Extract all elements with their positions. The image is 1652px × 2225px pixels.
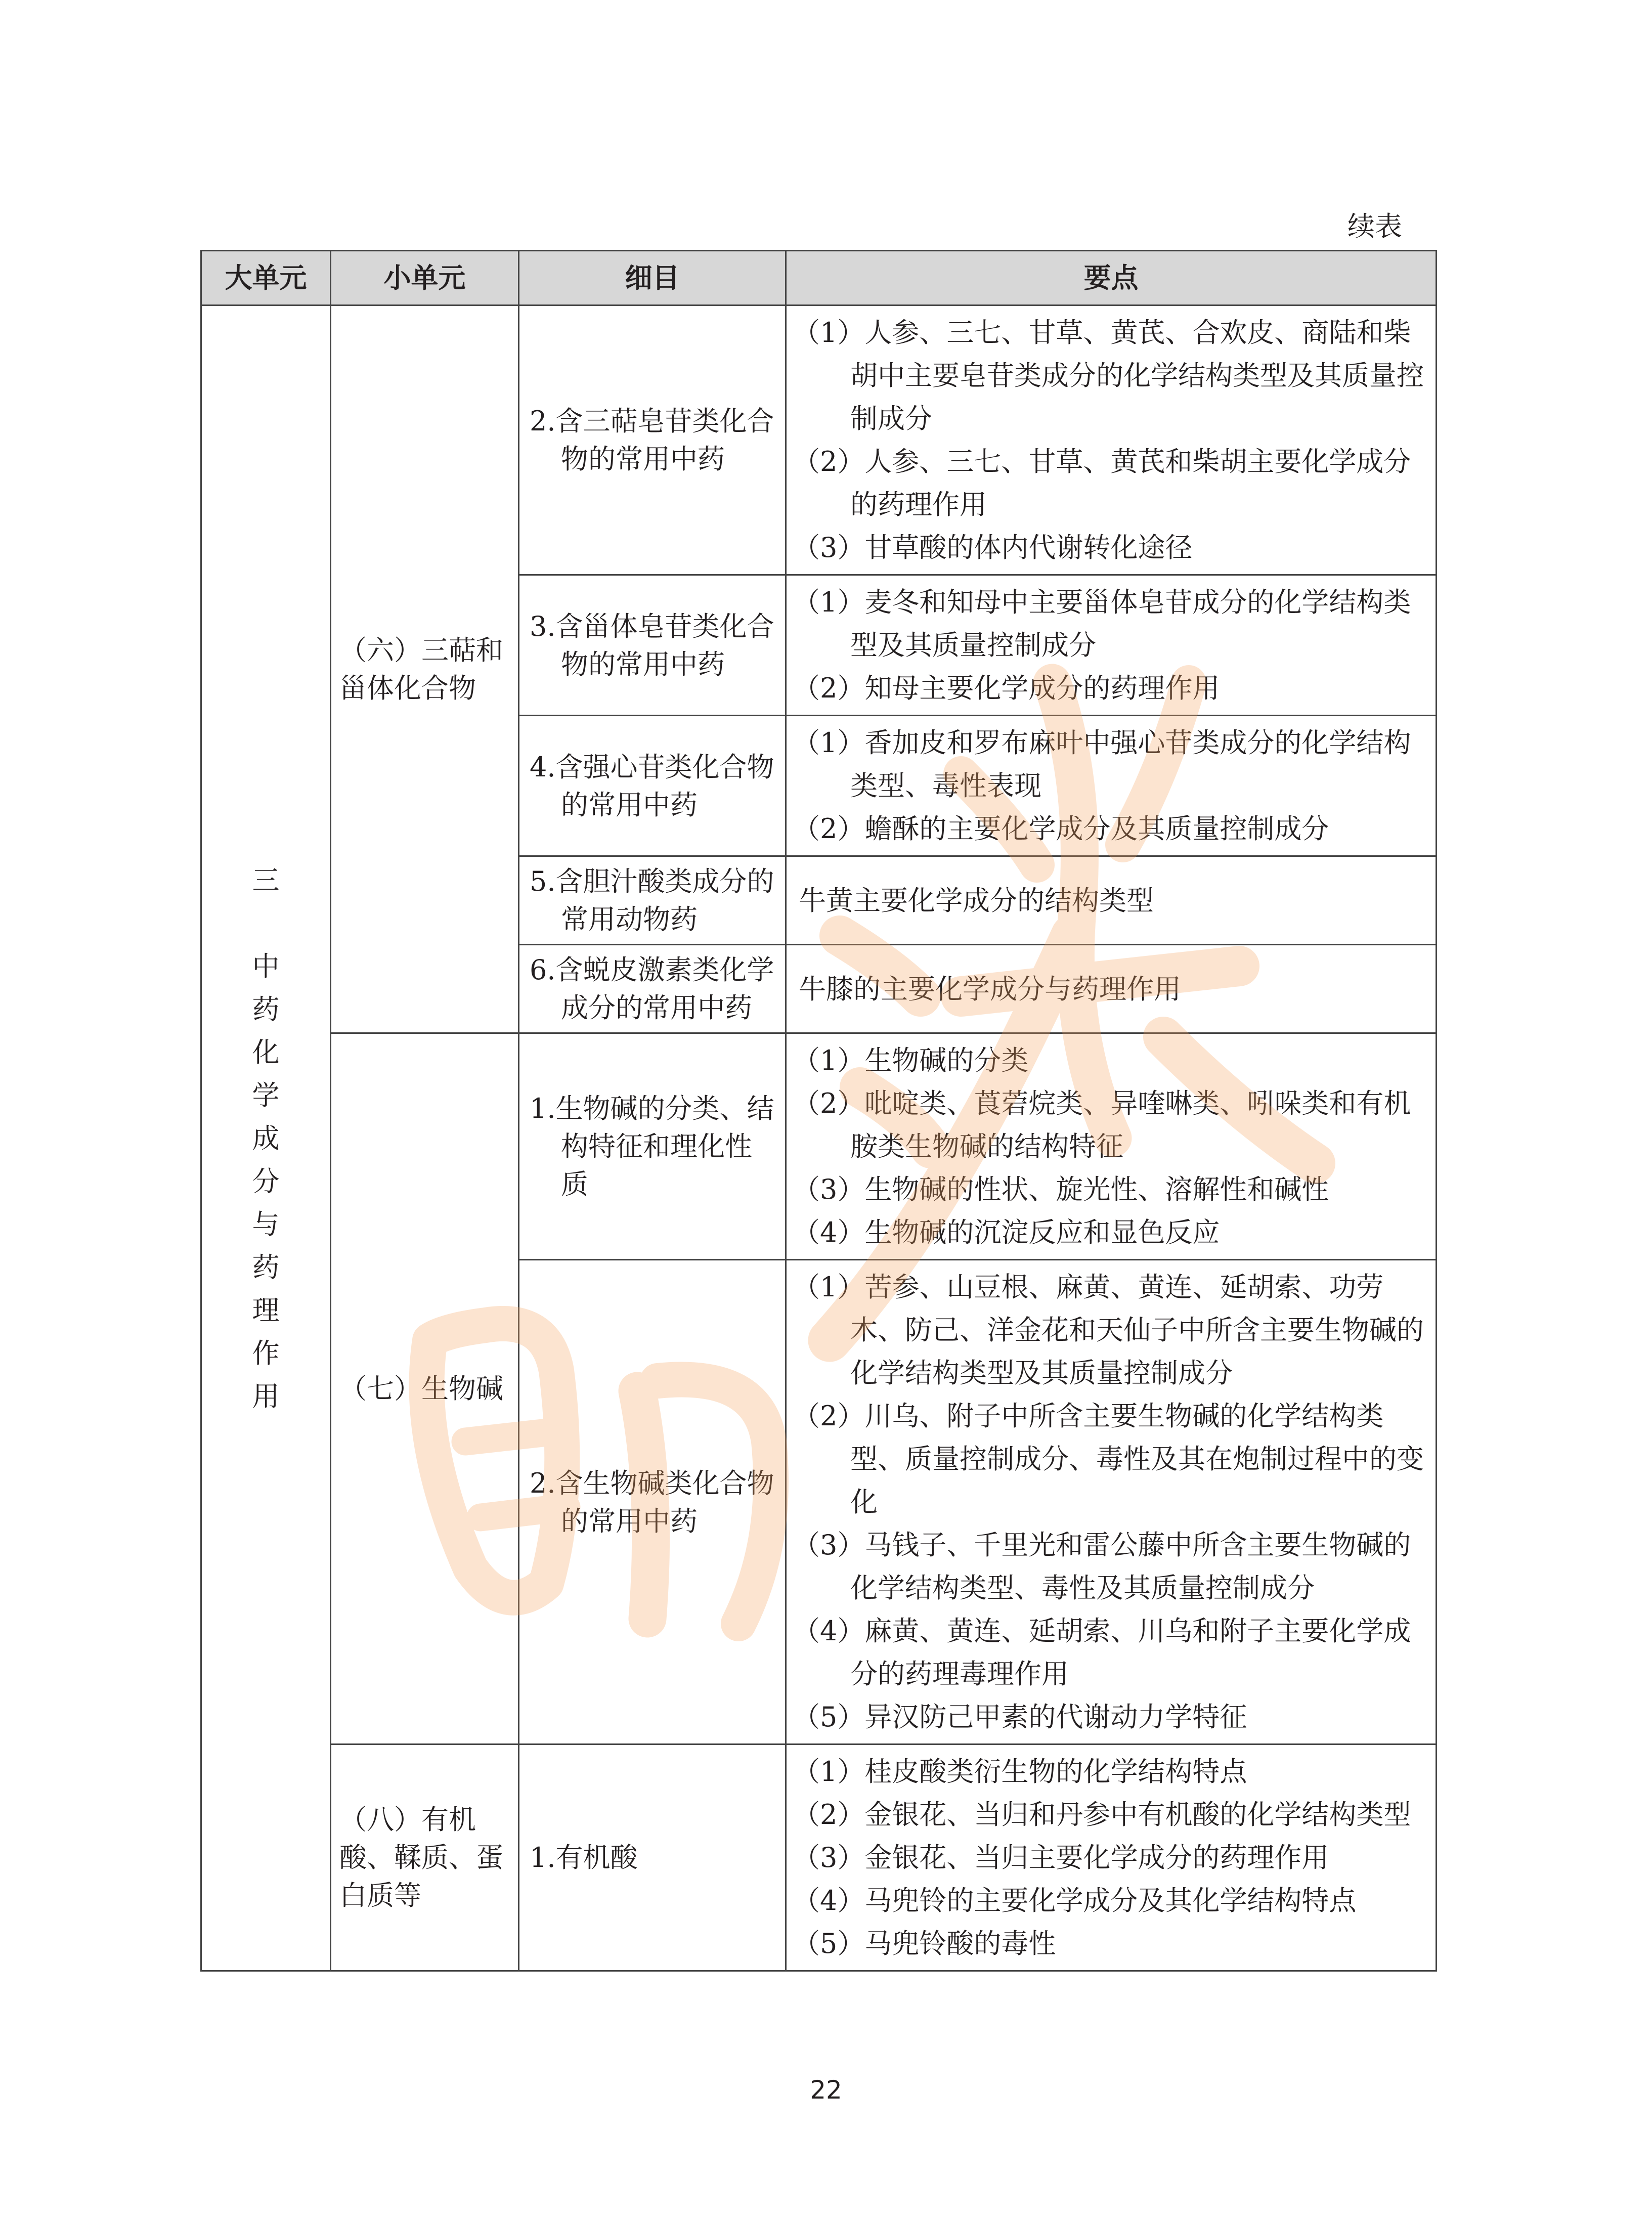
header-small-unit: 小单元: [331, 251, 519, 306]
list-item: 牛膝的主要化学成分与药理作用: [799, 973, 1181, 1005]
header-big-unit: 大单元: [201, 251, 331, 306]
page-number: 22: [810, 2075, 842, 2105]
list-item: （1）生物碱的分类: [793, 1044, 1029, 1076]
key-points-cell: [786, 945, 1437, 1033]
list-item: （1）香加皮和罗布麻叶中强心苷类成分的化学结构类型、毒性表现: [793, 727, 1411, 802]
table-row: [201, 1033, 1437, 1260]
key-points-cell: [786, 716, 1437, 856]
list-item: （3）生物碱的性状、旋光性、溶解性和碱性: [793, 1173, 1329, 1205]
table-row: [201, 1744, 1437, 1971]
small-unit-alkaloid: （七）生物碱: [331, 1033, 519, 1744]
header-detail: 细目: [519, 251, 786, 306]
detail-cell: 2.含生物碱类化合物的常用中药: [519, 1260, 786, 1744]
continued-label: 续表: [1347, 210, 1402, 242]
list-item: （2）知母主要化学成分的药理作用: [793, 672, 1220, 704]
detail-cell: 5.含胆汁酸类成分的常用动物药: [519, 856, 786, 945]
list-item: （4）生物碱的沉淀反应和显色反应: [793, 1216, 1220, 1248]
list-item: （2）吡啶类、莨菪烷类、异喹啉类、吲哚类和有机胺类生物碱的结构特征: [793, 1087, 1411, 1162]
detail-cell: 4.含强心苷类化合物的常用中药: [519, 716, 786, 856]
table-header-row: [201, 251, 1437, 306]
list-item: （5）异汉防己甲素的代谢动力学特征: [793, 1701, 1247, 1733]
detail-cell: 6.含蜕皮激素类化学成分的常用中药: [519, 945, 786, 1033]
key-points-cell: [786, 1744, 1437, 1971]
list-item: （3）甘草酸的体内代谢转化途径: [793, 532, 1193, 563]
list-item: （1）苦参、山豆根、麻黄、黄连、延胡索、功劳木、防己、洋金花和天仙子中所含主要生物碱的化学结构类型及其质量控制成分: [793, 1271, 1424, 1389]
detail-cell: 1.有机酸: [519, 1744, 786, 1971]
table-row: [201, 306, 1437, 575]
list-item: （5）马兜铃酸的毒性: [793, 1928, 1056, 1959]
big-unit-cell: [201, 306, 331, 1971]
detail-cell: 2.含三萜皂苷类化合物的常用中药: [519, 306, 786, 575]
list-item: （3）马钱子、千里光和雷公藤中所含主要生物碱的化学结构类型、毒性及其质量控制成分: [793, 1529, 1411, 1604]
list-item: （4）麻黄、黄连、延胡索、川乌和附子主要化学成分的药理毒理作用: [793, 1615, 1411, 1690]
list-item: （3）金银花、当归主要化学成分的药理作用: [793, 1842, 1329, 1873]
list-item: 牛黄主要化学成分的结构类型: [799, 884, 1154, 917]
key-points-cell: [786, 1260, 1437, 1744]
key-points-cell: [786, 575, 1437, 716]
key-points-cell: [786, 856, 1437, 945]
small-unit-organic-acid: （八）有机酸、鞣质、蛋白质等: [331, 1744, 519, 1971]
list-item: （1）桂皮酸类衍生物的化学结构特点: [793, 1756, 1247, 1787]
list-item: （1）麦冬和知母中主要甾体皂苷成分的化学结构类型及其质量控制成分: [793, 586, 1411, 661]
syllabus-table: [200, 250, 1437, 1972]
key-points-cell: [786, 306, 1437, 575]
list-item: （1）人参、三七、甘草、黄芪、合欢皮、商陆和柴胡中主要皂苷类成分的化学结构类型及其质量控制成分: [793, 317, 1424, 434]
list-item: （4）马兜铃的主要化学成分及其化学结构特点: [793, 1885, 1357, 1916]
detail-cell: 3.含甾体皂苷类化合物的常用中药: [519, 575, 786, 716]
list-item: （2）人参、三七、甘草、黄芪和柴胡主要化学成分的药理作用: [793, 446, 1411, 520]
big-unit-text: 三 中 药 化 学 成 分 与 药 理 作 用: [252, 864, 280, 1412]
list-item: （2）金银花、当归和丹参中有机酸的化学结构类型: [793, 1799, 1411, 1830]
list-item: （2）川乌、附子中所含主要生物碱的化学结构类型、质量控制成分、毒性及其在炮制过程中的变化: [793, 1400, 1424, 1518]
detail-cell: 1.生物碱的分类、结构特征和理化性质: [519, 1033, 786, 1260]
small-unit-triterpene: （六）三萜和甾体化合物: [331, 306, 519, 1033]
list-item: （2）蟾酥的主要化学成分及其质量控制成分: [793, 813, 1329, 845]
key-points-cell: [786, 1033, 1437, 1260]
header-key-points: 要点: [786, 251, 1437, 306]
